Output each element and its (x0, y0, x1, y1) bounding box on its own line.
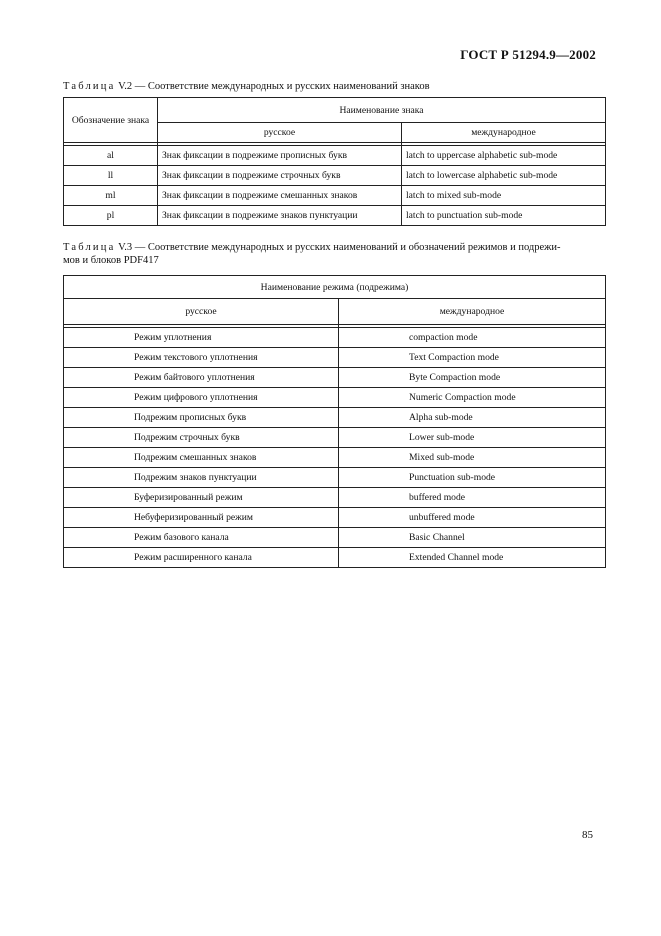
table-row (64, 166, 606, 186)
table1-code-cell: ll (64, 166, 158, 186)
table-row (64, 508, 606, 528)
table2-russian-cell: Буферизированный режим (64, 488, 339, 508)
table2-russian-cell: Подрежим смешанных знаков (64, 448, 339, 468)
table2-russian-cell: Подрежим прописных букв (64, 408, 339, 428)
table1-caption (63, 80, 430, 93)
table-row (64, 548, 606, 568)
table2-international-cell: Alpha sub-mode (339, 408, 606, 428)
table-row (64, 448, 606, 468)
table2-russian-cell: Подрежим строчных букв (64, 428, 339, 448)
table2-russian-cell: Режим уплотнения (64, 328, 339, 348)
standard-designation: ГОСТ Р 51294.9—2002 (460, 47, 596, 62)
table2-russian-cell: Небуферизированный режим (64, 508, 339, 528)
table2-caption-line1 (63, 241, 561, 254)
table-row (64, 428, 606, 448)
table1-body (64, 146, 606, 226)
table1-russian-cell: Знак фиксации в подрежиме прописных букв (158, 146, 402, 166)
table2-russian-cell: Режим текстового уплотнения (64, 348, 339, 368)
table-row (64, 146, 606, 166)
table1-international-cell: latch to lowercase alphabetic sub-mode (402, 166, 606, 186)
table1-code-cell: al (64, 146, 158, 166)
page-number: 85 (582, 829, 593, 841)
table-row (64, 488, 606, 508)
table2-international-cell: Byte Compaction mode (339, 368, 606, 388)
table-row (64, 368, 606, 388)
table2-international-cell: Text Compaction mode (339, 348, 606, 368)
table1-header-international: международное (402, 123, 606, 143)
table-row (64, 388, 606, 408)
table2-header-international: международное (339, 299, 606, 325)
table1-international-cell: latch to uppercase alphabetic sub-mode (402, 146, 606, 166)
table-row (64, 186, 606, 206)
table2-header-russian: русское (64, 299, 339, 325)
table1-header-russian: русское (158, 123, 402, 143)
table-row (64, 328, 606, 348)
table2-international-cell: Punctuation sub-mode (339, 468, 606, 488)
table2-international-cell: Basic Channel (339, 528, 606, 548)
table1 (63, 97, 606, 226)
table1-russian-cell: Знак фиксации в подрежиме знаков пунктуации (158, 206, 402, 226)
table1-header-name: Наименование знака (158, 98, 606, 123)
table-row (64, 206, 606, 226)
table2-russian-cell: Режим расширенного канала (64, 548, 339, 568)
table2-russian-cell: Подрежим знаков пунктуации (64, 468, 339, 488)
table2-caption-text: V.3 — Соответствие международных и русских наименований и обозначений режимов и подрежи- (115, 242, 561, 253)
table2-international-cell: Extended Channel mode (339, 548, 606, 568)
table1-header-designation: Обозначение знака (64, 98, 158, 143)
table2-international-cell: Numeric Compaction mode (339, 388, 606, 408)
table-row (64, 528, 606, 548)
table2-international-cell: unbuffered mode (339, 508, 606, 528)
table1-code-cell: ml (64, 186, 158, 206)
table2-caption (63, 241, 561, 267)
table2-international-cell: Lower sub-mode (339, 428, 606, 448)
table-row (64, 468, 606, 488)
table1-caption-label: Таблица (63, 81, 116, 92)
table1-international-cell: latch to mixed sub-mode (402, 186, 606, 206)
table1-international-cell: latch to punctuation sub-mode (402, 206, 606, 226)
table2-russian-cell: Режим базового канала (64, 528, 339, 548)
table2-caption-label: Таблица (63, 242, 116, 253)
table2-body (64, 328, 606, 568)
table1-russian-cell: Знак фиксации в подрежиме строчных букв (158, 166, 402, 186)
table2-international-cell: compaction mode (339, 328, 606, 348)
table-row (64, 408, 606, 428)
table1-code-cell: pl (64, 206, 158, 226)
table2-russian-cell: Режим цифрового уплотнения (64, 388, 339, 408)
table1-caption-text: V.2 — Соответствие международных и русских наименований знаков (115, 81, 430, 92)
table2 (63, 275, 606, 568)
table2-caption-line2: мов и блоков PDF417 (63, 255, 159, 266)
table2-international-cell: Mixed sub-mode (339, 448, 606, 468)
table2-header-name: Наименование режима (подрежима) (64, 276, 606, 299)
table2-international-cell: buffered mode (339, 488, 606, 508)
table2-russian-cell: Режим байтового уплотнения (64, 368, 339, 388)
table-row (64, 348, 606, 368)
table1-russian-cell: Знак фиксации в подрежиме смешанных знаков (158, 186, 402, 206)
